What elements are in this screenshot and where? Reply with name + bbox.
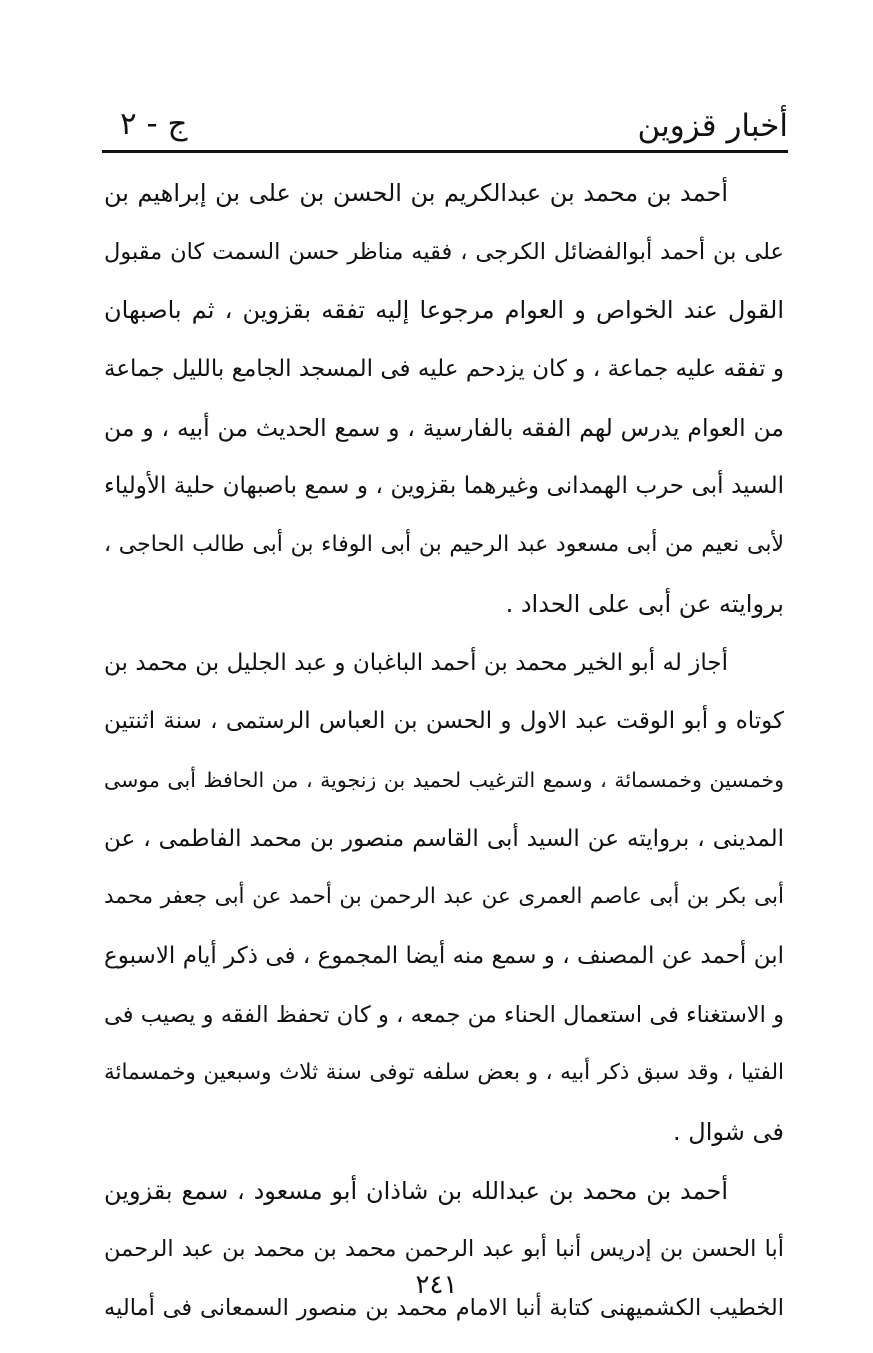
running-title: أخبار قزوين: [637, 108, 788, 144]
text-line: أحمد بن محمد بن عبدالله بن شاذان أبو مسعود ، سمع بقزوين: [104, 1176, 728, 1205]
text-line: أبى بكر بن أبى عاصم العمرى عن عبد الرحمن بن أحمد عن أبى جعفر محمد: [104, 884, 784, 910]
page-header: [102, 100, 788, 150]
text-line: وخمسين وخمسمائة ، وسمع الترغيب لحميد بن زنجوية ، من الحافظ أبى موسى: [104, 767, 784, 792]
text-line: على بن أحمد أبوالفضائل الكرجى ، فقيه مناظر حسن السمت كان مقبول: [104, 238, 784, 265]
text-line: أبا الحسن بن إدريس أنبا أبو عبد الرحمن محمد بن محمد بن عبد الرحمن: [104, 1236, 784, 1263]
text-line: بروايته عن أبى على الحداد .: [505, 589, 784, 618]
text-line: فى شوال .: [673, 1118, 784, 1146]
text-line: المدينى ، بروايته عن السيد أبى القاسم منصور بن محمد الفاطمى ، عن: [104, 825, 784, 852]
text-line: أحمد بن محمد بن عبدالكريم بن الحسن بن على بن إبراهيم بن: [104, 179, 728, 207]
body-text: [104, 164, 784, 1338]
text-line: القول عند الخواص و العوام مرجوعا إليه تفقه بقزوين ، ثم باصبهان: [104, 296, 784, 325]
text-line: كوتاه و أبو الوقت عبد الاول و الحسن بن العباس الرستمى ، سنة اثنتين: [104, 708, 784, 735]
volume-label: ج - ٢: [120, 106, 188, 142]
text-line: ابن أحمد عن المصنف ، و سمع منه أيضا المجموع ، فى ذكر أيام الاسبوع: [104, 942, 784, 969]
text-line: السيد أبى حرب الهمدانى وغيرهما بقزوين ، و سمع باصبهان حلية الأولياء: [104, 473, 784, 500]
text-line: الخطيب الكشميهنى كتابة أنبا الامام محمد بن منصور السمعانى فى أماليه: [104, 1295, 784, 1322]
text-line: لأبى نعيم من أبى مسعود عبد الرحيم بن أبى الوفاء بن أبى طالب الحاجى ،: [104, 532, 784, 558]
text-line: أجاز له أبو الخير محمد بن أحمد الباغبان و عبد الجليل بن محمد بن: [104, 649, 728, 676]
text-line: و تفقه عليه جماعة ، و كان يزدحم عليه فى المسجد الجامع بالليل جماعة: [104, 356, 784, 383]
text-line: من العوام يدرس لهم الفقه بالفارسية ، و سمع الحديث من أبيه ، و من: [104, 413, 784, 442]
header-rule: [102, 150, 788, 153]
page-number: ٢٤١: [415, 1270, 458, 1300]
text-line: الفتيا ، وقد سبق ذكر أبيه ، و بعض سلفه توفى سنة ثلاث وسبعين وخمسمائة: [104, 1060, 784, 1086]
text-line: و الاستغناء فى استعمال الحناء من جمعه ، و كان تحفظ الفقه و يصيب فى: [104, 1001, 784, 1028]
